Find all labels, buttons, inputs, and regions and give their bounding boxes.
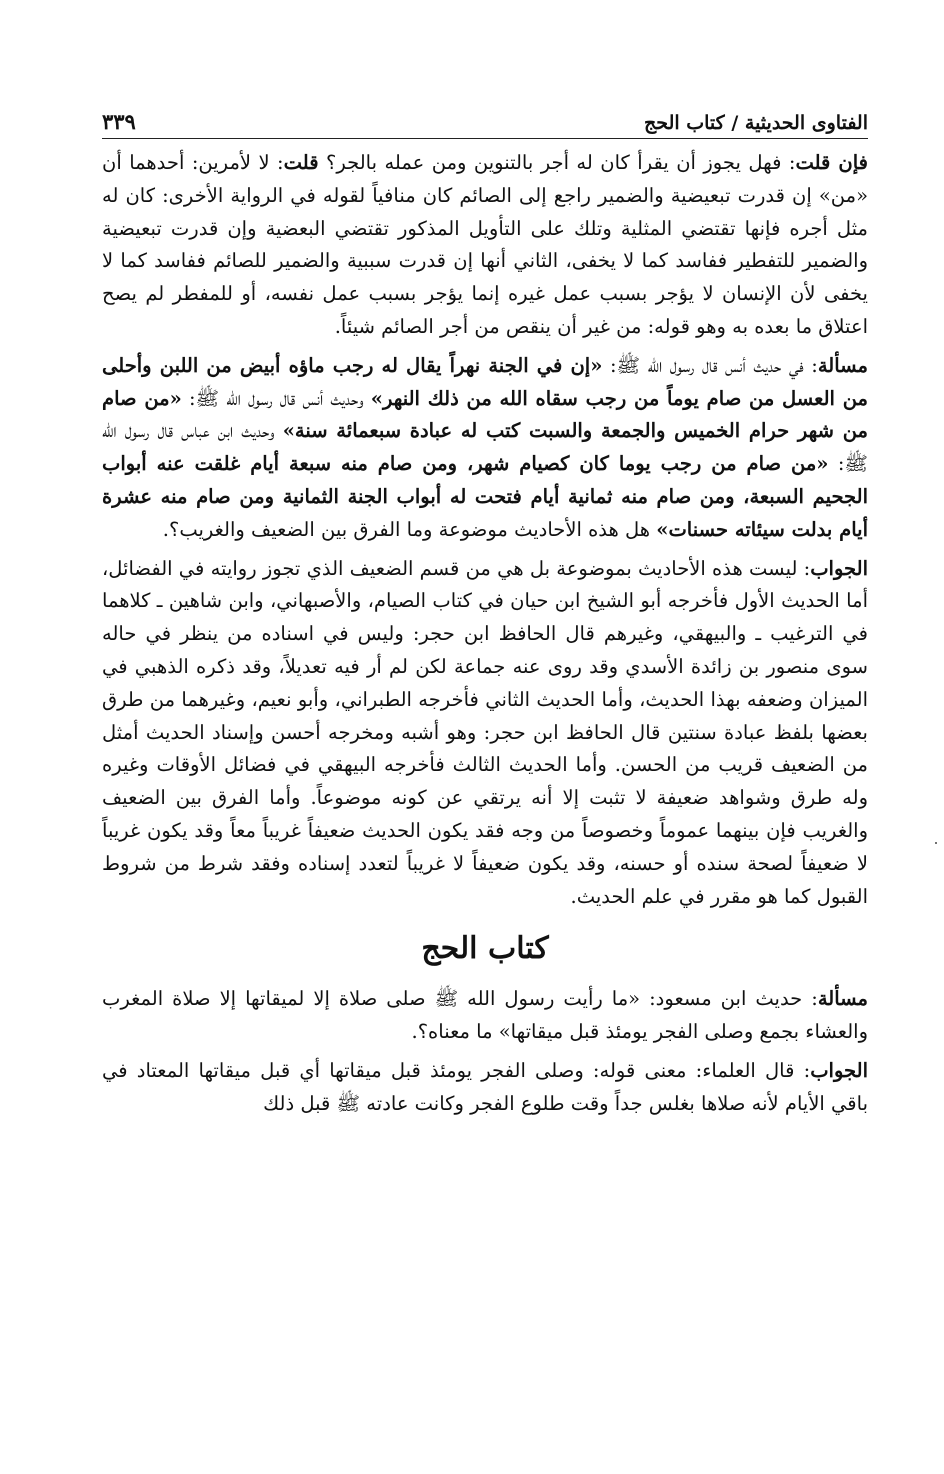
paragraph-question-rajab — [102, 350, 868, 547]
reply-text: : لا لأمرين: أحدهما أن «من» إن قدرت تبعيضية والضمير راجع إلى الصائم كان منافياً لقوله في الرواية الأخرى: كان له مثل أجره فإنها تقتضي المثلية وتلك على التأويل المذكور تقتضي البعضية وإن قدرت تبعيضية والضمير للتفطير ففاسد كما لا يخفى، الثاني أنها إن قدرت سببية والضمير للصائم ففاسد كما لا يخفى لأن الإنسان لا يؤجر بسبب عمل غيره إنما يؤجر بسبب عمل نفسه، أو للمفطر لم يصح اعتلاق ما بعده به وهو قوله: من غير أن ينقص من أجر الصائم شيئاً. — [102, 151, 868, 338]
paragraph-answer-rajab — [102, 553, 868, 914]
margin-speck — [935, 842, 937, 844]
paragraph-objection — [102, 147, 868, 344]
answer-text: : قال العلماء: معنى قوله: وصلى الفجر يومئذ قبل ميقاتها أي قبل ميقاتها المعتاد في باقي الأيام لأنه صلاها بغلس جداً وقت طلوع الفجر وكانت عادته ﷺ قبل ذلك — [102, 1058, 868, 1115]
running-title: الفتاوى الحديثية / كتاب الحج — [644, 112, 868, 134]
paragraph-answer-hajj — [102, 1055, 868, 1121]
hadith-quote-3: «من صام من رجب يوما كان كصيام شهر، ومن صام منه سبعة أيام غلقت عنه أبواب الجحيم السبعة، ومن صام منه ثمانية أيام فتحت له أبواب الجنة الثمانية ومن صام منه عشرة أيام بدلت سيئاته حسنات» — [102, 452, 868, 541]
objection-question: : فهل يجوز أن يقرأ كان له أجر بالتنوين ومن عمله بالجر؟ — [318, 151, 796, 174]
book-page — [102, 96, 868, 1127]
question-link-1: وحديث أنس قال رسول الله ﷺ: — [181, 386, 371, 410]
question-intro: : في حديث أنس قال رسول الله ﷺ: — [602, 353, 818, 377]
question-text: : حديث ابن مسعود: «ما رأيت رسول الله ﷺ صلى صلاة إلا لميقاتها إلا صلاة المغرب والعشاء بجمع وصلى الفجر يومئذ قبل ميقاتها» ما معناه؟. — [102, 987, 868, 1044]
section-heading: كتاب الحج — [421, 931, 549, 967]
hadith-quote-2: «من صام من شهر حرام الخميس والجمعة والسبت كتب له عبادة سبعمائة سنة» — [102, 386, 869, 443]
reply-lead: قلت — [283, 151, 319, 174]
running-header — [102, 96, 868, 139]
objection-lead: فإن قلت — [795, 151, 868, 174]
paragraph-question-hajj — [102, 983, 868, 1049]
page-number: ٣٣٩ — [102, 109, 136, 134]
hadith-quote-1: «إن في الجنة نهراً يقال له رجب ماؤه أبيض من اللبن وأحلى من العسل من صام يوماً من رجب سقاه الله من ذلك النهر» — [102, 353, 868, 410]
question-lead: مسألة — [817, 987, 868, 1011]
answer-lead: الجواب — [810, 1058, 868, 1082]
page-body — [102, 147, 868, 1121]
question-ending: هل هذه الأحاديث موضوعة وما الفرق بين الضعيف والغريب؟. — [162, 517, 657, 541]
answer-text: : ليست هذه الأحاديث بموضوعة بل هي من قسم الضعيف الذي تجوز روايته في الفضائل، أما الحديث الأول فأخرجه أبو الشيخ ابن حيان في كتاب الصيام، والأصبهاني، وابن شاهين ـ كلاهما في الترغيب ـ والبيهقي، وغيرهم قال الحافظ ابن حجر: وليس في اسناده من ينظر في حاله سوى منصور بن زائدة الأسدي وقد روى عنه جماعة لكن لم أر فيه تعديلاً، وقد ذكره الذهبي في الميزان وضعفه بهذا الحديث، وأما الحديث الثاني فأخرجه الطبراني، وأبو نعيم، وغيرهما من طرق بعضها بلفظ عبادة سنتين قال الحافظ ابن حجر: وهو أشبه ومخرجه أحسن وإسناد الحديث أمثل من الضعيف قريب من الحسن. وأما الحديث الثالث فأخرجه البيهقي في فضائل الأوقات وغيره وله طرق وشواهد ضعيفة لا تثبت إلا أنه يرتقي عن كونه موضوعاً. وأما الفرق بين الضعيف والغريب فإن بينهما عموماً وخصوصاً من وجه فقد يكون الحديث ضعيفاً غريباً معاً وقد يكون غريباً لا ضعيفاً لصحة سنده أو حسنه، وقد يكون ضعيفاً لا غريباً لتعدد إسناده وفقد شرط من شروط القبول كما هو مقرر في علم الحديث. — [102, 556, 868, 908]
answer-lead: الجواب — [810, 556, 868, 580]
question-lead: مسألة — [817, 353, 868, 377]
question-link-2: وحديث ابن عباس قال رسول الله ﷺ: — [102, 419, 868, 476]
